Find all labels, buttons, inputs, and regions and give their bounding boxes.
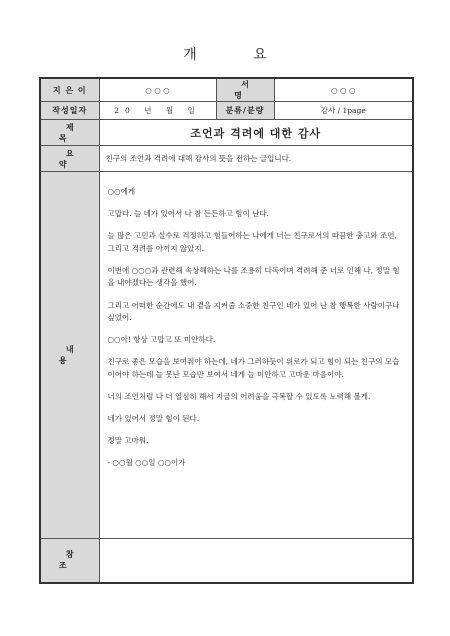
reference-value[interactable] xyxy=(99,539,413,583)
summary-row xyxy=(40,146,413,172)
content-paragraph: 정말 고마워. xyxy=(107,436,149,446)
subject-value[interactable]: 조언과 격려에 대한 감사 xyxy=(99,120,413,146)
subject-label: 제 목 xyxy=(40,120,99,146)
summary-value[interactable]: 친구의 조언과 격려에 대해 감사의 뜻을 전하는 글입니다. xyxy=(99,146,413,172)
content-paragraph: 고맙다. 늘 네가 있어서 나 참 든든하고 힘이 난다. xyxy=(107,209,269,219)
reference-row xyxy=(40,539,413,583)
content-paragraph: ○○아! 항상 고맙고 또 미안하다. xyxy=(107,335,216,345)
author-row xyxy=(40,78,413,102)
overview-form-table xyxy=(39,77,414,584)
subject-row xyxy=(40,120,413,146)
document-title: 개 요 xyxy=(183,47,293,63)
content-paragraph: 친구로 좋은 모습을 보여줘야 하는데, 네가 그러하듯이 위로가 되고 힘이 되는 친구의 모습이어야 하는데 늘 못난 모습만 보여서 네게 늘 미안하고 고마운 마음이야. xyxy=(107,357,400,379)
summary-label: 요 약 xyxy=(40,146,99,172)
signature-label: 서 명 xyxy=(216,78,274,102)
content-row xyxy=(40,172,413,539)
content-body[interactable] xyxy=(99,172,413,539)
content-paragraph: ○○에게 xyxy=(107,187,136,196)
signature-value[interactable]: ○ ○ ○ xyxy=(274,78,413,102)
content-label: 내 용 xyxy=(40,172,99,539)
author-value[interactable]: ○ ○ ○ xyxy=(99,78,216,102)
date-label: 작성일자 xyxy=(40,102,99,120)
content-paragraph: 네가 있어서 정말 힘이 된다. xyxy=(107,414,200,424)
content-paragraph: 늘 많은 고민과 실수로 걱정하고 힘들어하는 나에게 너는 친구로서의 따끔한 충고와 조언, 그리고 격려를 아끼지 않았지. xyxy=(107,231,397,253)
content-paragraph: 이번에 ○○○과 관련해 속상해하는 나를 조용히 다독이며 격려해 준 너로 인해 나, 정말 힘을 내야겠다는 생각을 했어. xyxy=(107,265,400,288)
category-label: 분류/분량 xyxy=(216,102,274,120)
date-value[interactable]: 20 년 월 일 xyxy=(99,102,216,120)
category-value[interactable]: 감사 / 1page xyxy=(274,102,413,120)
reference-label: 참 조 xyxy=(40,539,99,583)
author-label: 지 은 이 xyxy=(40,78,99,102)
date-row xyxy=(40,102,413,120)
content-paragraph: 너의 조언처럼 나 더 열심히 해서 지금의 어려움을 극복할 수 있도록 노력해 볼게. xyxy=(107,392,371,402)
content-paragraph: 그리고 어떠한 순간에도 내 곁을 지켜줄 소중한 친구인 네가 있어 난 참 행복한 사람이구나 싶었어. xyxy=(107,300,400,323)
content-signoff: - ○○월 ○○일 ○○이가 xyxy=(107,458,186,468)
